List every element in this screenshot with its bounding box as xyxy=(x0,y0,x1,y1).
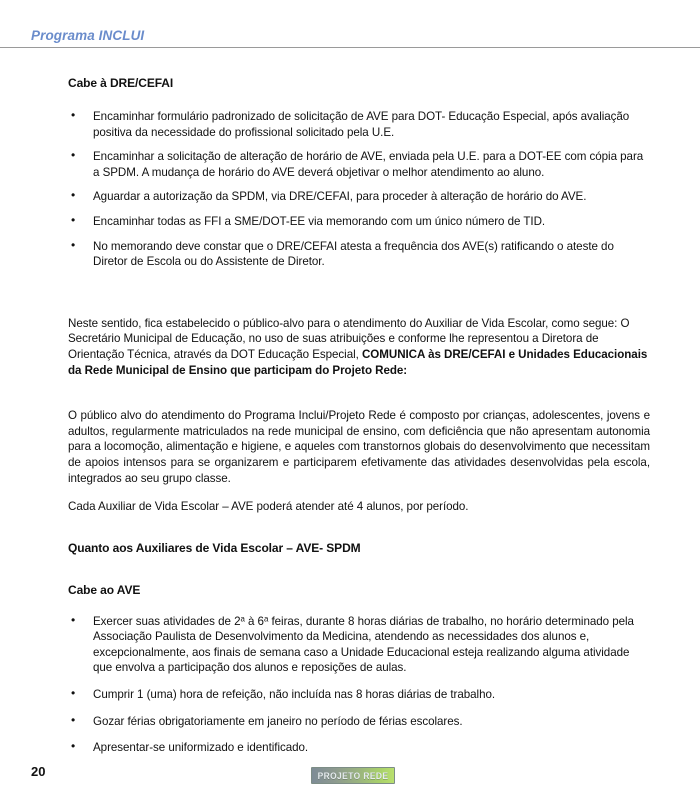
list-item-text-part-c: feiras, durante 8 horas diárias de trabalho, no horário determinado pela Associação Paulista de Desenvolvimento da Medicina, atendendo as necessidades dos alunos e, excepcionalmente, aos finais de semana caso a Unidade Educacional esteja realizando alguma atividade que envolva a participação dos alunos e reposições de aulas. xyxy=(93,614,634,675)
spacer xyxy=(68,555,650,583)
spacer xyxy=(68,597,650,614)
projeto-rede-logo-text: PROJETO REDE xyxy=(317,770,389,781)
list-item xyxy=(68,614,650,676)
list-item: • Encaminhar formulário padronizado de solicitação de AVE para DOT- Educação Especial, após avaliação positiva da necessidade do profissional solicitado pela U.E. xyxy=(68,109,650,140)
list-item: • Apresentar-se uniformizado e identificado. xyxy=(68,740,650,756)
header-divider-rule xyxy=(0,47,700,48)
list-item: • Cumprir 1 (uma) hora de refeição, não incluída nas 8 horas diárias de trabalho. xyxy=(68,687,650,703)
bullet-list-dre-cefai xyxy=(68,109,650,270)
spacer xyxy=(68,90,650,109)
paragraph-publico-alvo: O público alvo do atendimento do Programa Inclui/Projeto Rede é composto por crianças, adolescentes, jovens e adultos, regularmente matriculados na rede municipal de ensino, com deficiência que não apresentam autonomia para a locomoção, alimentação e higiene, e aqueles com transtornos globais do desenvolvimento que necessitam de apoios intensos para se organizarem e participarem efetivamente das atividades desenvolvidas pela escola, integrados ao seu grupo classe. xyxy=(68,409,650,485)
list-item: • No memorando deve constar que o DRE/CEFAI atesta a frequência dos AVE(s) ratificando o ateste do Diretor de Escola ou do Assistente de Diretor. xyxy=(68,239,650,270)
paragraph-neste-sentido xyxy=(68,316,650,378)
spacer xyxy=(68,378,650,408)
heading-quanto-aos-auxiliares: Quanto aos Auxiliares de Vida Escolar – AVE- SPDM xyxy=(68,540,361,555)
projeto-rede-logo xyxy=(311,767,395,784)
spacer xyxy=(68,515,650,541)
bullet-list-cabe-ao-ave xyxy=(68,614,650,756)
spacer xyxy=(68,486,650,499)
page-number: 20 xyxy=(31,764,46,779)
running-header-title: Programa INCLUI xyxy=(31,28,145,43)
paragraph-cada-auxiliar: Cada Auxiliar de Vida Escolar – AVE poderá atender até 4 alunos, por período. xyxy=(68,500,469,514)
list-item-text-part-b: à 6 xyxy=(244,614,264,628)
page-footer xyxy=(0,754,700,800)
ordinal-indicator-icon: a xyxy=(263,614,269,624)
spacer xyxy=(68,270,650,316)
list-item: • Encaminhar todas as FFI a SME/DOT-EE via memorando com um único número de TID. xyxy=(68,214,650,230)
ordinal-indicator-icon: a xyxy=(240,614,245,624)
list-item: • Encaminhar a solicitação de alteração de horário de AVE, enviada pela U.E. para a DOT-EE com cópia para a SPDM. A mudança de horário do AVE deverá objetivar o melhor atendimento ao aluno. xyxy=(68,149,650,180)
list-item: • Aguardar a autorização da SPDM, via DRE/CEFAI, para proceder à alteração de horário do AVE. xyxy=(68,189,650,205)
heading-cabe-a-dre-cefai: Cabe à DRE/CEFAI xyxy=(68,76,174,90)
paragraph-neste-sentido-normal: Neste sentido, fica estabelecido o público-alvo para o atendimento do Auxiliar de Vida Escolar, como segue: O Secretário Municipal de Educação, no uso de suas atribuições e conforme lhe representou a Diretora de Orientação Técnica, através da DOT Educação Especial, xyxy=(68,316,630,361)
page-content xyxy=(68,76,650,756)
list-item: • Gozar férias obrigatoriamente em janeiro no período de férias escolares. xyxy=(68,714,650,730)
paragraph-neste-sentido-bold: COMUNICA às DRE/CEFAI e Unidades Educacionais da Rede Municipal de Ensino que participam do Projeto Rede: xyxy=(68,347,648,377)
heading-cabe-ao-ave: Cabe ao AVE xyxy=(68,582,141,597)
list-item-text-part-a: Exercer suas atividades de 2 xyxy=(93,614,241,628)
